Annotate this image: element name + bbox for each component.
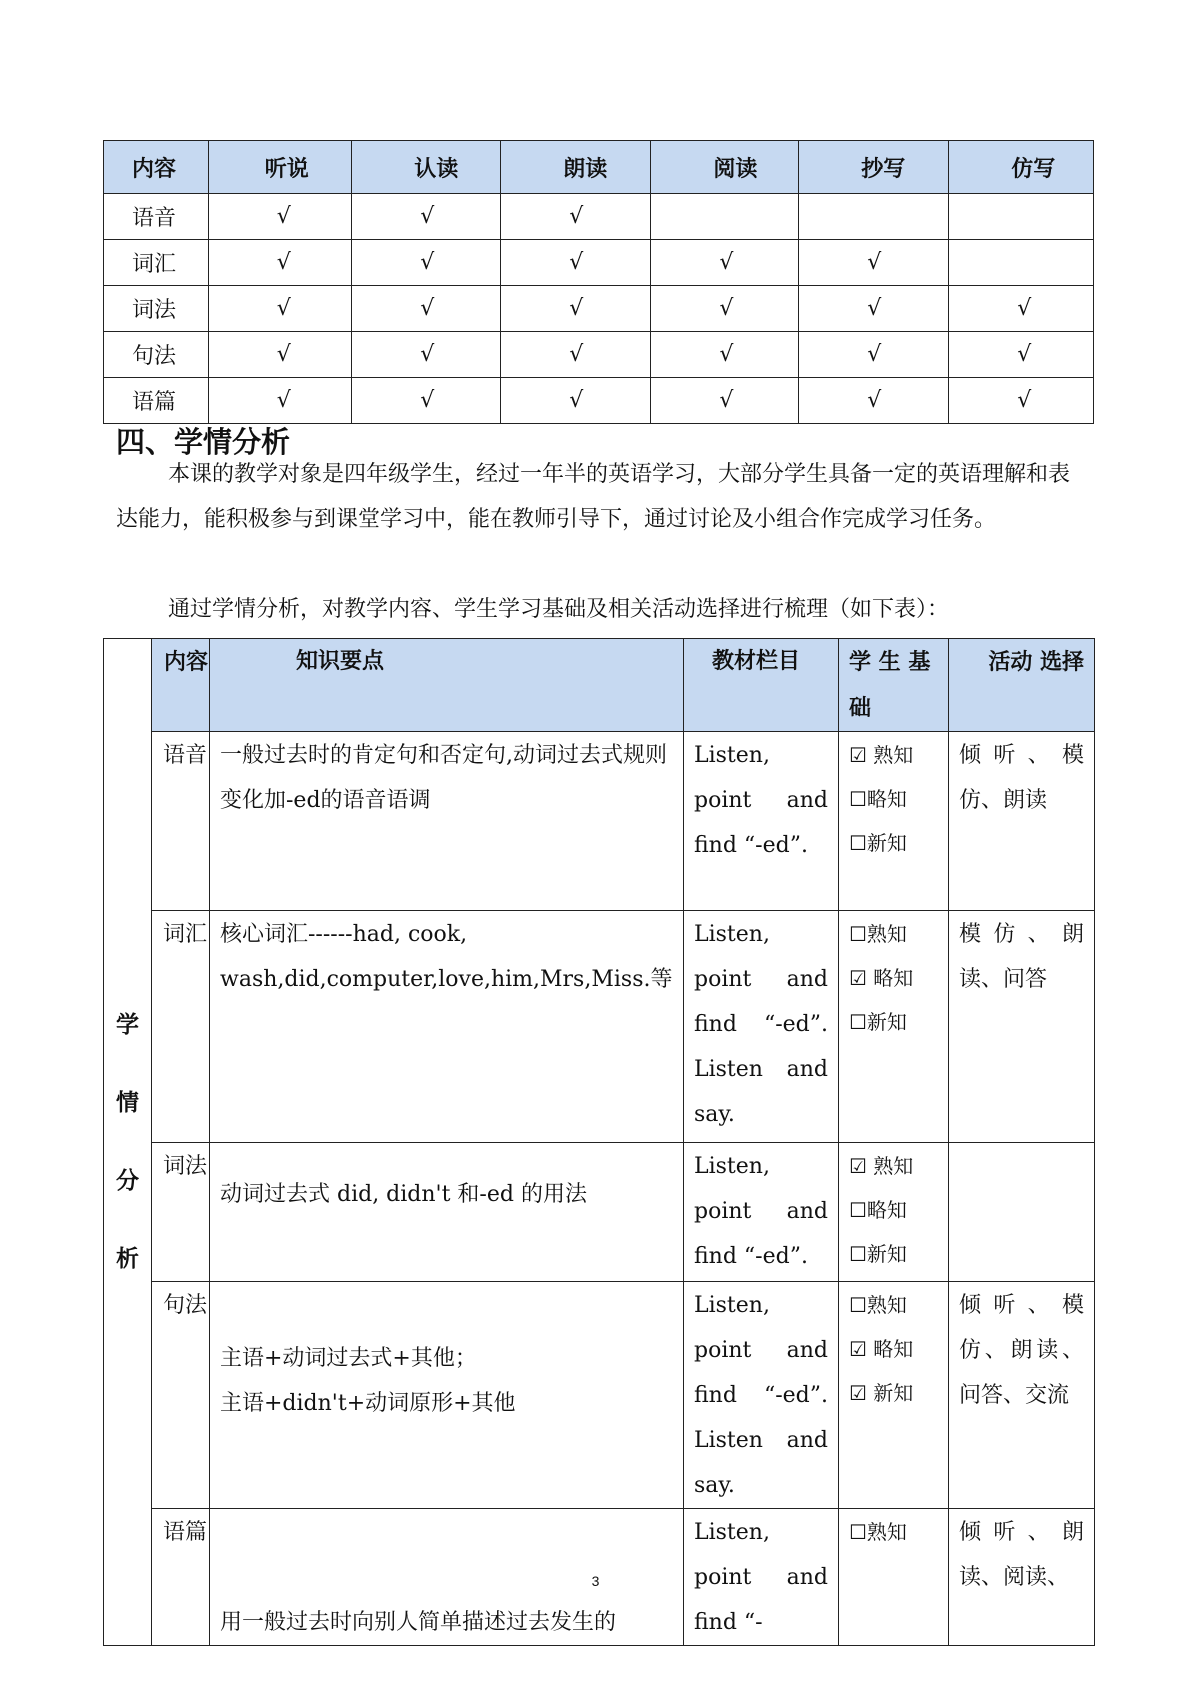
- row-label: 语篇: [104, 378, 209, 424]
- table-cell: √: [651, 378, 799, 424]
- header-cell: 听说: [208, 141, 352, 194]
- header-cell: 阅读: [651, 141, 799, 194]
- side-label: [104, 639, 152, 1646]
- header-cell: 教材栏目: [684, 639, 839, 732]
- student-basis: [839, 1143, 949, 1282]
- header-cell: 内容: [152, 639, 210, 732]
- row-type: 语篇: [152, 1509, 210, 1646]
- knowledge-points: 用一般过去时向别人简单描述过去发生的: [210, 1509, 684, 1646]
- table-cell: √: [208, 378, 352, 424]
- row-type: 词法: [152, 1143, 210, 1282]
- table-cell: √: [352, 286, 501, 332]
- table-cell: [949, 194, 1094, 240]
- knowledge-points: 核心词汇------had, cook, wash,did,computer,love,him,Mrs,Miss.等: [210, 911, 684, 1143]
- table-cell: √: [799, 286, 949, 332]
- table-cell: √: [949, 378, 1094, 424]
- textbook-section: Listen, point and find “-ed”. Listen and say.: [684, 1282, 839, 1509]
- table-cell: √: [501, 240, 651, 286]
- table-cell: √: [651, 286, 799, 332]
- page-number: 3: [591, 1573, 600, 1589]
- table-cell: √: [501, 194, 651, 240]
- table-cell: √: [352, 194, 501, 240]
- table-cell: √: [208, 286, 352, 332]
- table-cell: √: [501, 332, 651, 378]
- table-cell: [651, 194, 799, 240]
- table-cell: √: [501, 378, 651, 424]
- table-cell: √: [501, 286, 651, 332]
- student-analysis-table: [103, 638, 1095, 1646]
- row-label: 语音: [104, 194, 209, 240]
- table-header-row: [104, 141, 1094, 194]
- row-type: 词汇: [152, 911, 210, 1143]
- student-basis: [839, 911, 949, 1143]
- activity-choice: 模 仿 、 朗读、问答: [949, 911, 1095, 1143]
- table-cell: √: [651, 240, 799, 286]
- header-cell: 内容: [104, 141, 209, 194]
- textbook-section: Listen, point and find “-ed”.: [684, 732, 839, 911]
- textbook-section: Listen, point and find “-ed”.: [684, 1143, 839, 1282]
- basis-option: ☐略知: [849, 787, 907, 811]
- textbook-section: Listen, point and find “-ed”. Listen and say.: [684, 911, 839, 1143]
- side-char: 析: [116, 1245, 139, 1272]
- header-cell: 朗读: [501, 141, 651, 194]
- side-char: 情: [116, 1089, 139, 1116]
- table-cell: [799, 194, 949, 240]
- basis-option: ☐新知: [849, 831, 907, 855]
- row-type: 语音: [152, 732, 210, 911]
- table-cell: √: [799, 240, 949, 286]
- row-label: 词汇: [104, 240, 209, 286]
- table-cell: √: [949, 332, 1094, 378]
- activity-choice: [949, 1143, 1095, 1282]
- row-label: 词法: [104, 286, 209, 332]
- table-cell: √: [208, 194, 352, 240]
- section-heading: 四、学情分析: [116, 425, 291, 459]
- basis-option: ☐熟知: [849, 1520, 907, 1544]
- table-row: [104, 732, 1095, 911]
- basis-option: ☑ 熟知: [849, 743, 914, 767]
- table-row: [104, 911, 1095, 1143]
- row-type: 句法: [152, 1282, 210, 1509]
- header-cell: 抄写: [799, 141, 949, 194]
- table-header-row: [104, 639, 1095, 732]
- activity-choice: 倾 听 、 模仿、朗读、问答、交流: [949, 1282, 1095, 1509]
- header-cell: 认读: [352, 141, 501, 194]
- header-cell: 活动 选择: [949, 639, 1095, 732]
- table-cell: √: [799, 378, 949, 424]
- knowledge-points: [210, 1282, 684, 1509]
- basis-option: ☑ 略知: [849, 1337, 914, 1361]
- table-row: [104, 194, 1094, 240]
- side-char: 学: [116, 1011, 139, 1038]
- table-cell: √: [799, 332, 949, 378]
- knowledge-line: 主语+didn't+动词原形+其他: [220, 1390, 516, 1416]
- activity-choice: 倾 听 、 朗读、阅读、: [949, 1509, 1095, 1646]
- knowledge-points: 动词过去式 did, didn't 和-ed 的用法: [210, 1143, 684, 1282]
- student-basis: [839, 732, 949, 911]
- table-row: [104, 240, 1094, 286]
- header-cell: 知识要点: [210, 639, 684, 732]
- basis-option: ☑ 略知: [849, 966, 914, 990]
- table-cell: √: [352, 240, 501, 286]
- table-row: [104, 332, 1094, 378]
- activity-choice: 倾 听 、 模仿、朗读: [949, 732, 1095, 911]
- table-row: [104, 286, 1094, 332]
- basis-option: ☐新知: [849, 1010, 907, 1034]
- summary-paragraph: 通过学情分析，对教学内容、学生学习基础及相关活动选择进行梳理（如下表）：: [168, 597, 950, 622]
- basis-option: ☐熟知: [849, 1293, 907, 1317]
- analysis-paragraph: 本课的教学对象是四年级学生，经过一年半的英语学习，大部分学生具备一定的英语理解和表达能力，能积极参与到课堂学习中，能在教师引导下，通过讨论及小组合作完成学习任务。: [116, 462, 1071, 532]
- textbook-section: Listen, point and find “-: [684, 1509, 839, 1646]
- table-cell: √: [208, 240, 352, 286]
- table-row: [104, 378, 1094, 424]
- table-cell: √: [651, 332, 799, 378]
- basis-option: ☐新知: [849, 1242, 907, 1266]
- table-cell: [949, 240, 1094, 286]
- table-cell: √: [949, 286, 1094, 332]
- row-label: 句法: [104, 332, 209, 378]
- table-cell: √: [352, 332, 501, 378]
- basis-option: ☑ 熟知: [849, 1154, 914, 1178]
- table-row: [104, 1143, 1095, 1282]
- header-cell: 仿写: [949, 141, 1094, 194]
- knowledge-points: 一般过去时的肯定句和否定句,动词过去式规则变化加-ed的语音语调: [210, 732, 684, 911]
- basis-option: ☐略知: [849, 1198, 907, 1222]
- side-char: 分: [116, 1167, 139, 1194]
- table-cell: √: [352, 378, 501, 424]
- content-skills-table: [103, 140, 1094, 424]
- knowledge-line: 主语+动词过去式+其他；: [220, 1345, 477, 1371]
- header-cell: 学 生 基础: [839, 639, 949, 732]
- table-cell: √: [208, 332, 352, 378]
- basis-option: ☑ 新知: [849, 1381, 914, 1405]
- basis-option: ☐熟知: [849, 922, 907, 946]
- student-basis: [839, 1282, 949, 1509]
- table-row: [104, 1282, 1095, 1509]
